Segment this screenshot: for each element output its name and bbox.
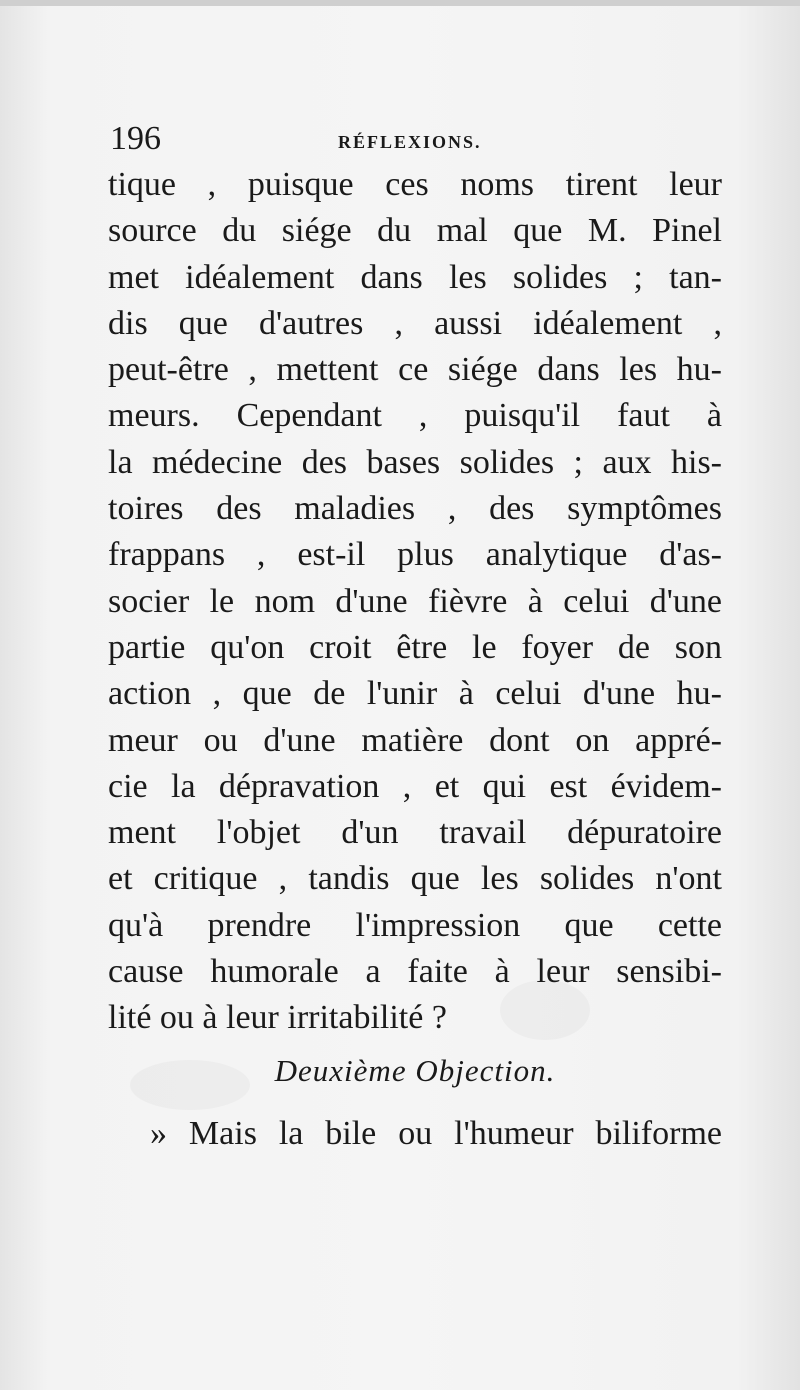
text-line: cie la dépravation , et qui est évidem- — [108, 767, 722, 805]
page-header — [110, 118, 722, 158]
text-line: meurs. Cependant , puisqu'il faut à — [108, 397, 722, 435]
body-text — [108, 162, 722, 1042]
text-line: dis que d'autres , aussi idéalement , — [108, 304, 722, 342]
text-line: la médecine des bases solides ; aux his- — [108, 443, 722, 481]
text-line: qu'à prendre l'impression que cette — [108, 906, 722, 944]
text-line: et critique , tandis que les solides n'ont — [108, 860, 722, 898]
text-line: cause humorale a faite à leur sensibi- — [108, 953, 722, 991]
text-line: peut-être , mettent ce siége dans les hu- — [108, 351, 722, 389]
text-line: ment l'objet d'un travail dépuratoire — [108, 814, 722, 852]
running-head: RÉFLEXIONS. — [338, 132, 482, 152]
text-line: met idéalement dans les solides ; tan- — [108, 258, 722, 296]
text-line: lité ou à leur irritabilité ? — [108, 999, 447, 1037]
text-line: toires des maladies , des symptômes — [108, 490, 722, 528]
text-line: tique , puisque ces noms tirent leur — [108, 166, 722, 203]
text-line: meur ou d'une matière dont on appré- — [108, 721, 722, 759]
text-line: action , que de l'unir à celui d'une hu- — [108, 675, 722, 713]
text-line: partie qu'on croit être le foyer de son — [108, 628, 722, 666]
quote-line: » Mais la bile ou l'humeur biliforme — [150, 1115, 722, 1152]
page-number: 196 — [110, 120, 161, 157]
text-line: socier le nom d'une fièvre à celui d'une — [108, 582, 722, 620]
text-line: source du siége du mal que M. Pinel — [108, 212, 722, 250]
text-line: frappans , est-il plus analytique d'as- — [108, 536, 722, 574]
page-top-edge — [0, 0, 800, 6]
section-heading: Deuxième Objection. — [274, 1053, 556, 1088]
